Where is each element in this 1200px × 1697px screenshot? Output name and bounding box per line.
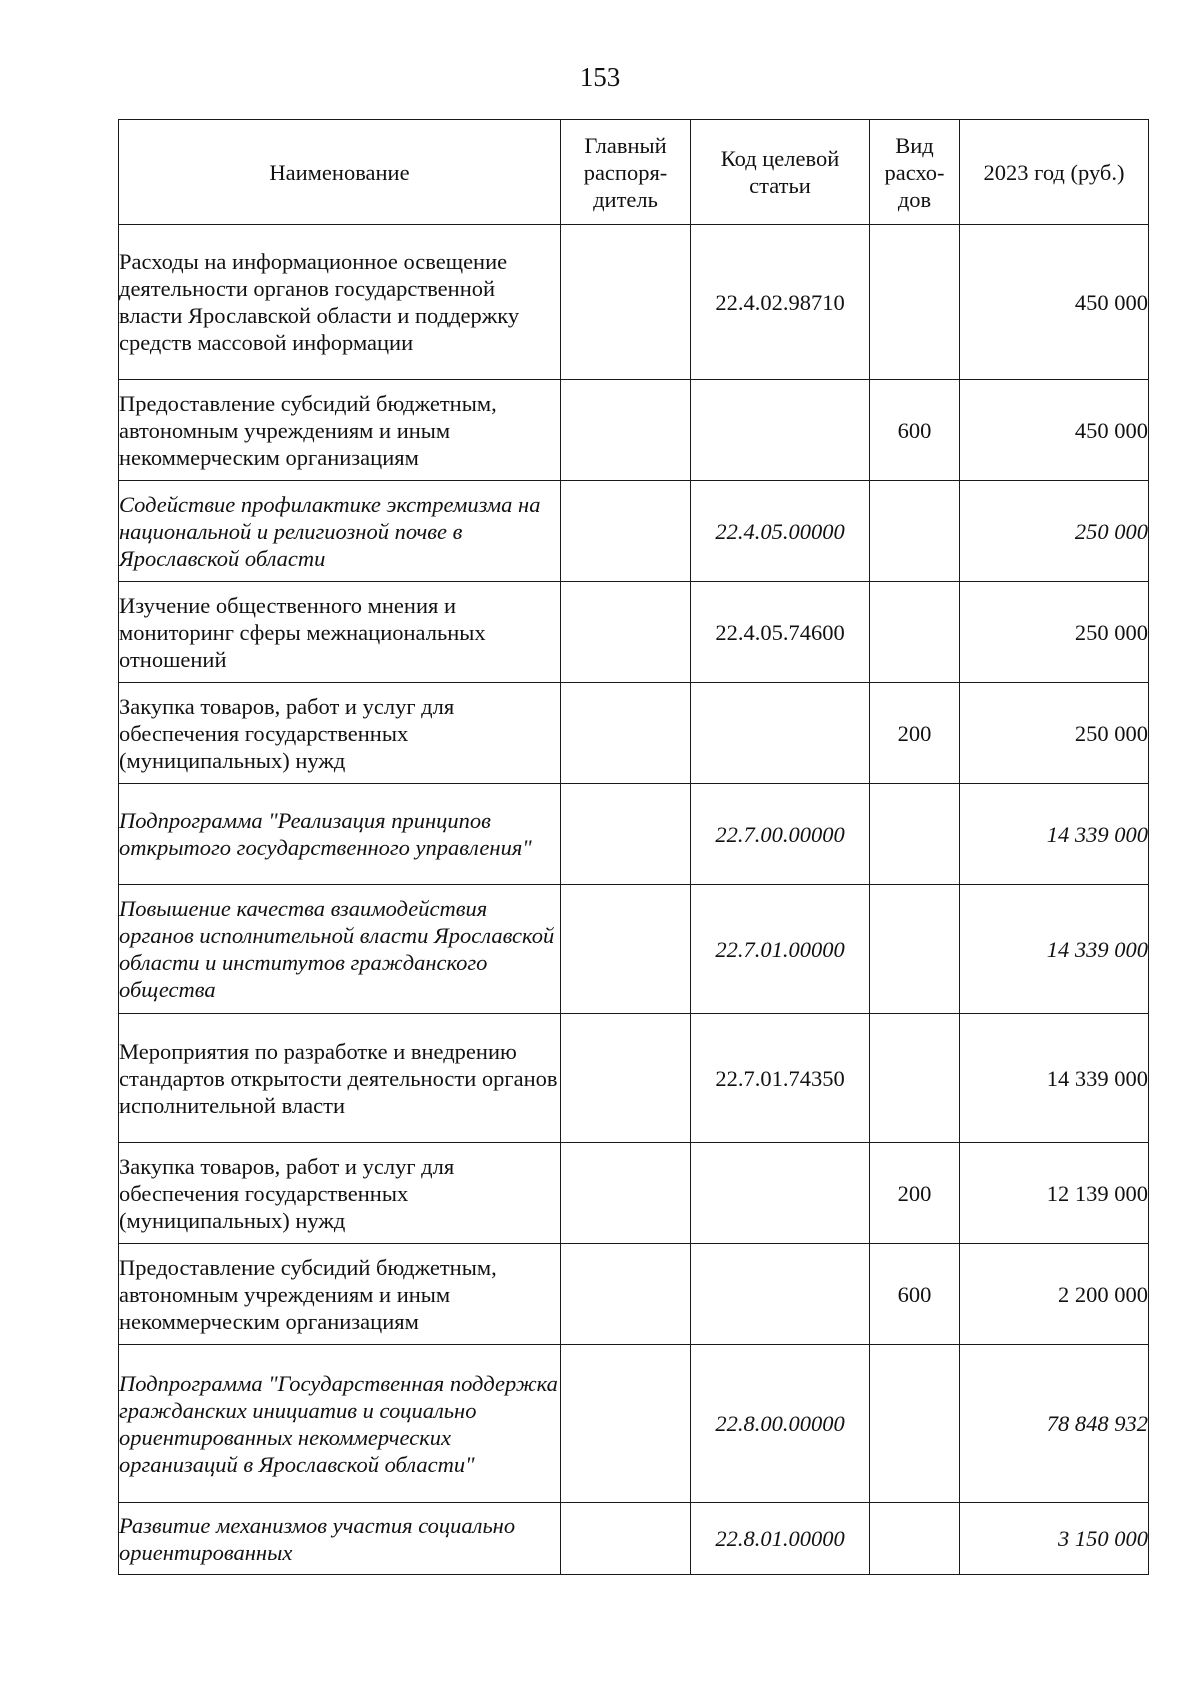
row-type <box>870 1503 960 1575</box>
row-amount: 450 000 <box>960 225 1149 380</box>
table-row <box>119 1345 1149 1503</box>
table-row <box>119 683 1149 784</box>
row-admin <box>561 1345 691 1503</box>
row-name: Развитие механизмов участия социально ориентированных <box>119 1503 561 1575</box>
header-name: Наименование <box>119 120 561 225</box>
budget-table <box>118 119 1149 1575</box>
row-admin <box>561 225 691 380</box>
row-name: Предоставление субсидий бюджетным, автономным учреждениям и иным некоммерческим организациям <box>119 1244 561 1345</box>
row-amount: 14 339 000 <box>960 885 1149 1014</box>
row-amount: 78 848 932 <box>960 1345 1149 1503</box>
row-type <box>870 885 960 1014</box>
row-code <box>691 1244 870 1345</box>
table-row <box>119 885 1149 1014</box>
row-name: Подпрограмма "Государственная поддержка гражданских инициатив и социально ориентированных некоммерческих организаций в Ярославской области" <box>119 1345 561 1503</box>
header-amount: 2023 год (руб.) <box>960 120 1149 225</box>
row-admin <box>561 683 691 784</box>
row-name: Подпрограмма "Реализация принципов открытого государственного управления" <box>119 784 561 885</box>
row-admin <box>561 582 691 683</box>
row-type: 200 <box>870 683 960 784</box>
table-row <box>119 481 1149 582</box>
row-code: 22.8.00.00000 <box>691 1345 870 1503</box>
row-type <box>870 1345 960 1503</box>
row-admin <box>561 885 691 1014</box>
row-name: Содействие профилактике экстремизма на национальной и религиозной почве в Ярославской области <box>119 481 561 582</box>
row-code: 22.4.02.98710 <box>691 225 870 380</box>
header-code: Код целевой статьи <box>691 120 870 225</box>
header-admin: Главный распоря-дитель <box>561 120 691 225</box>
row-amount: 14 339 000 <box>960 784 1149 885</box>
row-name: Мероприятия по разработке и внедрению стандартов открытости деятельности органов исполнительной власти <box>119 1014 561 1143</box>
row-code: 22.7.00.00000 <box>691 784 870 885</box>
table-header-row <box>119 120 1149 225</box>
header-type: Вид расхо-дов <box>870 120 960 225</box>
row-name: Закупка товаров, работ и услуг для обеспечения государственных (муниципальных) нужд <box>119 683 561 784</box>
table-row <box>119 1143 1149 1244</box>
page-number: 153 <box>579 62 621 92</box>
row-amount: 250 000 <box>960 582 1149 683</box>
row-admin <box>561 380 691 481</box>
row-name: Закупка товаров, работ и услуг для обеспечения государственных (муниципальных) нужд <box>119 1143 561 1244</box>
row-code <box>691 1143 870 1244</box>
row-amount: 250 000 <box>960 481 1149 582</box>
row-name: Расходы на информационное освещение деятельности органов государственной власти Ярославской области и поддержку средств массовой информации <box>119 225 561 380</box>
row-amount: 450 000 <box>960 380 1149 481</box>
row-name: Изучение общественного мнения и мониторинг сферы межнациональных отношений <box>119 582 561 683</box>
row-amount: 12 139 000 <box>960 1143 1149 1244</box>
table-row <box>119 1014 1149 1143</box>
row-type <box>870 582 960 683</box>
row-admin <box>561 1503 691 1575</box>
row-type: 600 <box>870 1244 960 1345</box>
table-row <box>119 380 1149 481</box>
row-admin <box>561 481 691 582</box>
row-name: Повышение качества взаимодействия органов исполнительной власти Ярославской области и институтов гражданского общества <box>119 885 561 1014</box>
row-type <box>870 784 960 885</box>
table-row <box>119 1503 1149 1575</box>
row-name: Предоставление субсидий бюджетным, автономным учреждениям и иным некоммерческим организациям <box>119 380 561 481</box>
row-admin <box>561 1244 691 1345</box>
row-amount: 3 150 000 <box>960 1503 1149 1575</box>
row-admin <box>561 784 691 885</box>
table-row <box>119 1244 1149 1345</box>
row-code: 22.7.01.00000 <box>691 885 870 1014</box>
row-code <box>691 380 870 481</box>
table-row <box>119 582 1149 683</box>
row-code <box>691 683 870 784</box>
row-type <box>870 481 960 582</box>
row-code: 22.7.01.74350 <box>691 1014 870 1143</box>
row-code: 22.8.01.00000 <box>691 1503 870 1575</box>
row-type <box>870 225 960 380</box>
table-row <box>119 784 1149 885</box>
row-amount: 14 339 000 <box>960 1014 1149 1143</box>
row-type <box>870 1014 960 1143</box>
row-type: 600 <box>870 380 960 481</box>
row-code: 22.4.05.00000 <box>691 481 870 582</box>
row-type: 200 <box>870 1143 960 1244</box>
row-amount: 250 000 <box>960 683 1149 784</box>
row-code: 22.4.05.74600 <box>691 582 870 683</box>
row-amount: 2 200 000 <box>960 1244 1149 1345</box>
row-admin <box>561 1014 691 1143</box>
row-admin <box>561 1143 691 1244</box>
table-row <box>119 225 1149 380</box>
